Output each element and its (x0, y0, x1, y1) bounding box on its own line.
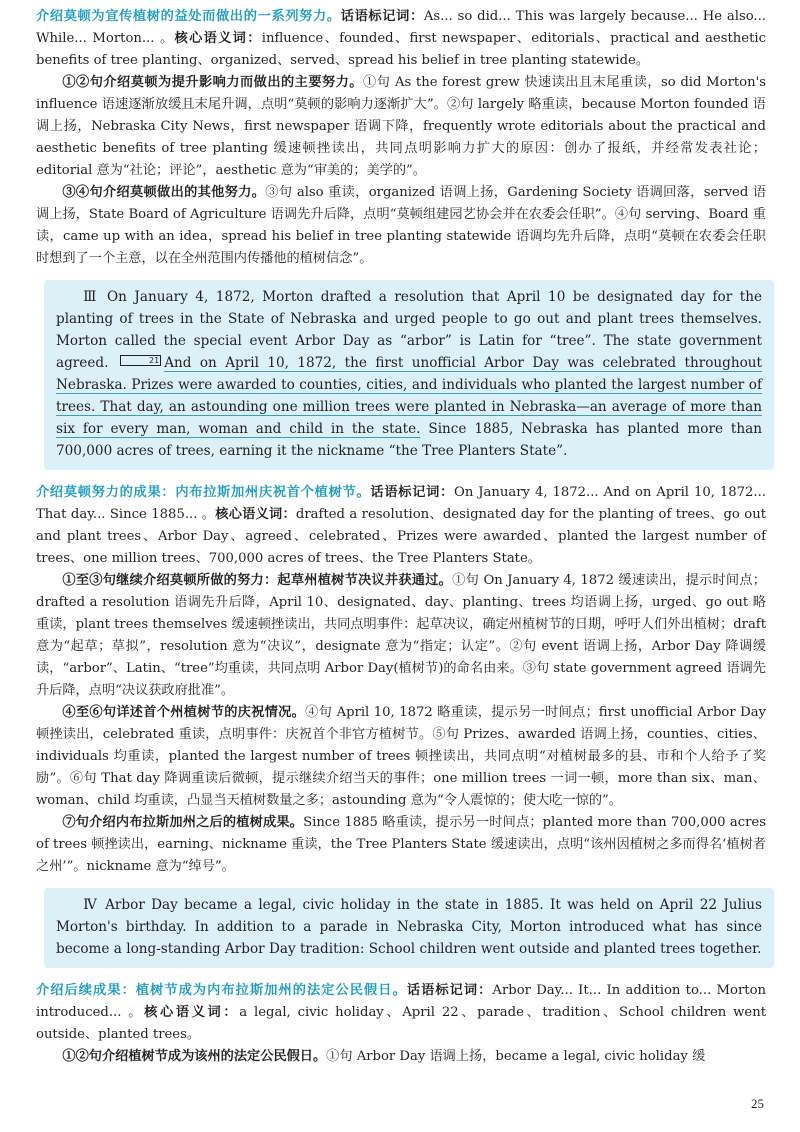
section-lead: 介绍莫顿为宣传植树的益处而做出的一系列努力。 (36, 9, 341, 24)
analysis-point: ①至③句继续介绍莫顿所做的努力：起草州植树节决议并获通过。 (62, 573, 453, 588)
analysis-point: ①②句介绍植树节成为该州的法定公民假日。 (62, 1049, 327, 1064)
marker-words-label: 话语标记词： (370, 485, 455, 500)
analysis-text: ③句 also 重读，organized 语调上扬，Gardening Society 语调回落，served 语调上扬，State Board of Agriculture 语调先升后降，点明“莫顿组建园艺协会并在农委会任职”。④句 serving、Board 重读，came up with an idea，spread his belief in tree planting statewide 语调均先升后降，点明“莫顿在农委会任职时想到了一个主意，以在全州范围内传播他的植树信念”。 (36, 185, 767, 266)
marker-words-label: 话语标记词： (406, 983, 493, 998)
marker-words: On January 4, 1872... And on April 10, 1872... That day... Since 1885... 。 (36, 485, 766, 522)
analysis-text: Since 1885 略重读，提示另一时间点；planted more than 700,000 acres of trees 顿挫读出，earning、nickname 重读，the Tree Planters State 缓速读出，点明“该州因植树之多而得名‘植树者之州’”。nickname 意为“绰号”。 (36, 815, 766, 874)
section-summary-top (36, 6, 766, 72)
page-number: 25 (751, 1096, 764, 1111)
core-words-label: 核心语义词： (215, 507, 296, 522)
marker-words: As... so did... This was largely because... He also... While... Morton... 。 (36, 9, 767, 46)
section-summary-mid (36, 482, 766, 570)
passage-text: Ⅳ Arbor Day became a legal, civic holiday in the state in 1885. It was held on April 22 Julius Morton's birthday. In addition to a parade in Nebraska City, Morton introduced what has since become a long-standing Arbor Day tradition: School children went outside and planted trees together. (56, 897, 762, 957)
analysis-text: ①句 On January 4, 1872 缓速读出，提示时间点；drafted a resolution 语调先升后降，April 10、designated、day、planting、trees 均语调上扬，urged、go out 略重读，plant trees themselves 缓速顿挫读出，共同点明事件：起草决议，确定州植树节的日期，呼吁人们外出植树；draft 意为“起草；草拟”，resolution 意为“决议”，designate 意为“指定；认定”。②句 event 语调上扬，Arbor Day 降调缓读，“arbor”、Latin、“tree”均重读，共同点明 Arbor Day(植树节)的命名由来。③句 state government agreed 语调先升后降，点明“决议获政府批准”。 (36, 573, 766, 698)
passage-text (56, 286, 762, 462)
analysis-p12b (36, 1046, 766, 1068)
page-content (36, 6, 766, 1068)
analysis-text: ①句 As the forest grew 快速读出且末尾重读，so did Morton's influence 语速逐渐放缓且末尾升调，点明“莫顿的影响力逐渐扩大”。②句 largely 略重读，because Morton founded 语调上扬，Nebraska City News，first newspaper 语调下降，frequently wrote editorials about the practical and aesthetic benefits of tree planting 缓速顿挫读出，共同点明影响力扩大的原因：创办了报纸，并经常发表社论；editorial 意为“社论；评论”，aesthetic 意为“审美的；美学的”。 (36, 75, 766, 178)
analysis-p13 (36, 570, 766, 702)
analysis-point: ⑦句介绍内布拉斯加州之后的植树成果。 (62, 815, 304, 830)
marker-words: Arbor Day... It... In addition to... Morton introduced... 。 (36, 983, 767, 1020)
passage-box-3 (44, 280, 774, 470)
analysis-text: ①句 Arbor Day 语调上扬，became a legal, civic holiday 缓 (326, 1049, 706, 1064)
section-lead: 介绍后续成果：植树节成为内布拉斯加州的法定公民假日。 (36, 983, 407, 998)
analysis-point: ④至⑥句详述首个州植树节的庆祝情况。 (62, 705, 306, 720)
underlined-passage: And on April 10, 1872, the first unofficial Arbor Day was celebrated throughout Nebraska. Prizes were awarded to counties, cities, and individuals who planted the largest number of trees. That day, an astounding one million trees were planted in Nebraska—an average of more than six for every man, woman and child in the state. (56, 355, 762, 437)
analysis-p34 (36, 182, 766, 270)
analysis-point: ①②句介绍莫顿为提升影响力而做出的主要努力。 (62, 75, 363, 90)
passage-box-4 (44, 888, 774, 968)
marker-words-label: 话语标记词： (340, 9, 424, 24)
analysis-p7 (36, 812, 766, 878)
analysis-point: ③④句介绍莫顿做出的其他努力。 (62, 185, 266, 200)
question-marker: 21 (120, 355, 161, 366)
section-summary-bottom (36, 980, 766, 1046)
analysis-p46 (36, 702, 766, 812)
analysis-text: ④句 April 10, 1872 略重读，提示另一时间点；first unofficial Arbor Day 顿挫读出，celebrated 重读，点明事件：庆祝首个非官方植树节。⑤句 Prizes、awarded 语调上扬，counties、cities、individuals 均重读，planted the largest number of trees 顿挫读出，共同点明“对植树最多的县、市和个人给予了奖励”。⑥句 That day 降调重读后微顿，提示继续介绍当天的事件；one million trees 一词一顿，more than six、man、woman、child 均重读，凸显当天植树数量之多；astounding 意为“令人震惊的；使大吃一惊的”。 (36, 705, 767, 808)
passage-part-a: Ⅲ On January 4, 1872, Morton drafted a resolution that April 10 be designated day for the planting of trees in the State of Nebraska and urged people to go out and plant trees themselves. Morton called the special event Arbor Day as “arbor” is Latin for “tree”. The state government agreed. (56, 289, 762, 371)
core-words-label: 核心语义词： (144, 1005, 240, 1020)
core-words: a legal, civic holiday、April 22、parade、tradition、School children went outside、planted trees。 (36, 1005, 766, 1042)
core-words-label: 核心语义词： (174, 31, 262, 46)
section-lead: 介绍莫顿努力的成果：内布拉斯加州庆祝首个植树节。 (36, 485, 371, 500)
analysis-p12 (36, 72, 766, 182)
passage-part-b: Since 1885, Nebraska has planted more than 700,000 acres of trees, earning it the nickname “the Tree Planters State”. (56, 421, 762, 459)
core-words: influence、founded、first newspaper、editorials、practical and aesthetic benefits of tree planting、organized、served、spread his belief in tree planting statewide。 (36, 31, 766, 68)
core-words: drafted a resolution、designated day for the planting of trees、go out and plant trees、Arbor Day、agreed、celebrated、Prizes were awarded、planted the largest number of trees、one million trees、700,000 acres of trees、the Tree Planters State。 (36, 507, 767, 566)
